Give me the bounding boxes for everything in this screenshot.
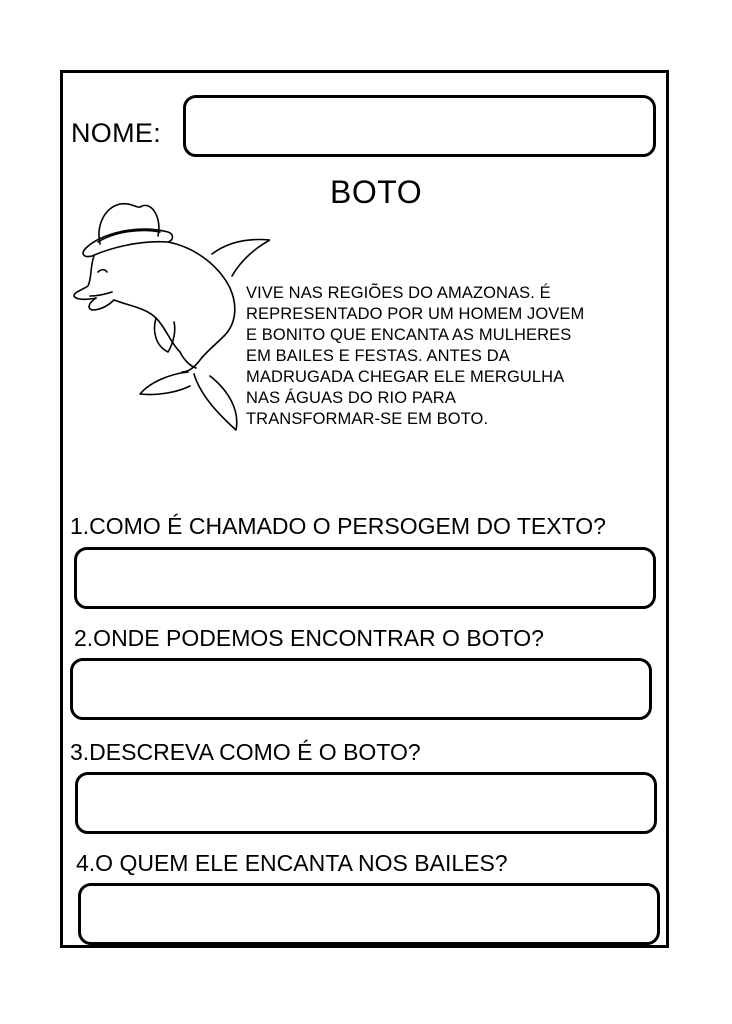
answer-field-1[interactable] (74, 547, 656, 609)
name-label: NOME: (71, 118, 162, 148)
question-3: 3.DESCREVA COMO É O BOTO? (70, 739, 421, 765)
answer-field-2[interactable] (70, 658, 652, 720)
question-2: 2.ONDE PODEMOS ENCONTRAR O BOTO? (74, 625, 544, 651)
question-1: 1.COMO É CHAMADO O PERSOGEM DO TEXTO? (70, 513, 606, 539)
boto-description: VIVE NAS REGIÕES DO AMAZONAS. É REPRESENTADO POR UM HOMEM JOVEM E BONITO QUE ENCANTA AS MULHERES EM BAILES E FESTAS. ANTES DA MADRUGADA CHEGAR ELE MERGULHA NAS ÁGUAS DO RIO PARA TRANSFORMAR-SE EM BOTO. (246, 284, 585, 428)
name-field[interactable] (183, 95, 656, 157)
question-4: 4.O QUEM ELE ENCANTA NOS BAILES? (76, 850, 508, 876)
answer-field-4[interactable] (78, 883, 660, 945)
answer-field-3[interactable] (75, 772, 657, 834)
page-title: BOTO (330, 174, 423, 210)
dolphin-illustration (70, 196, 270, 436)
